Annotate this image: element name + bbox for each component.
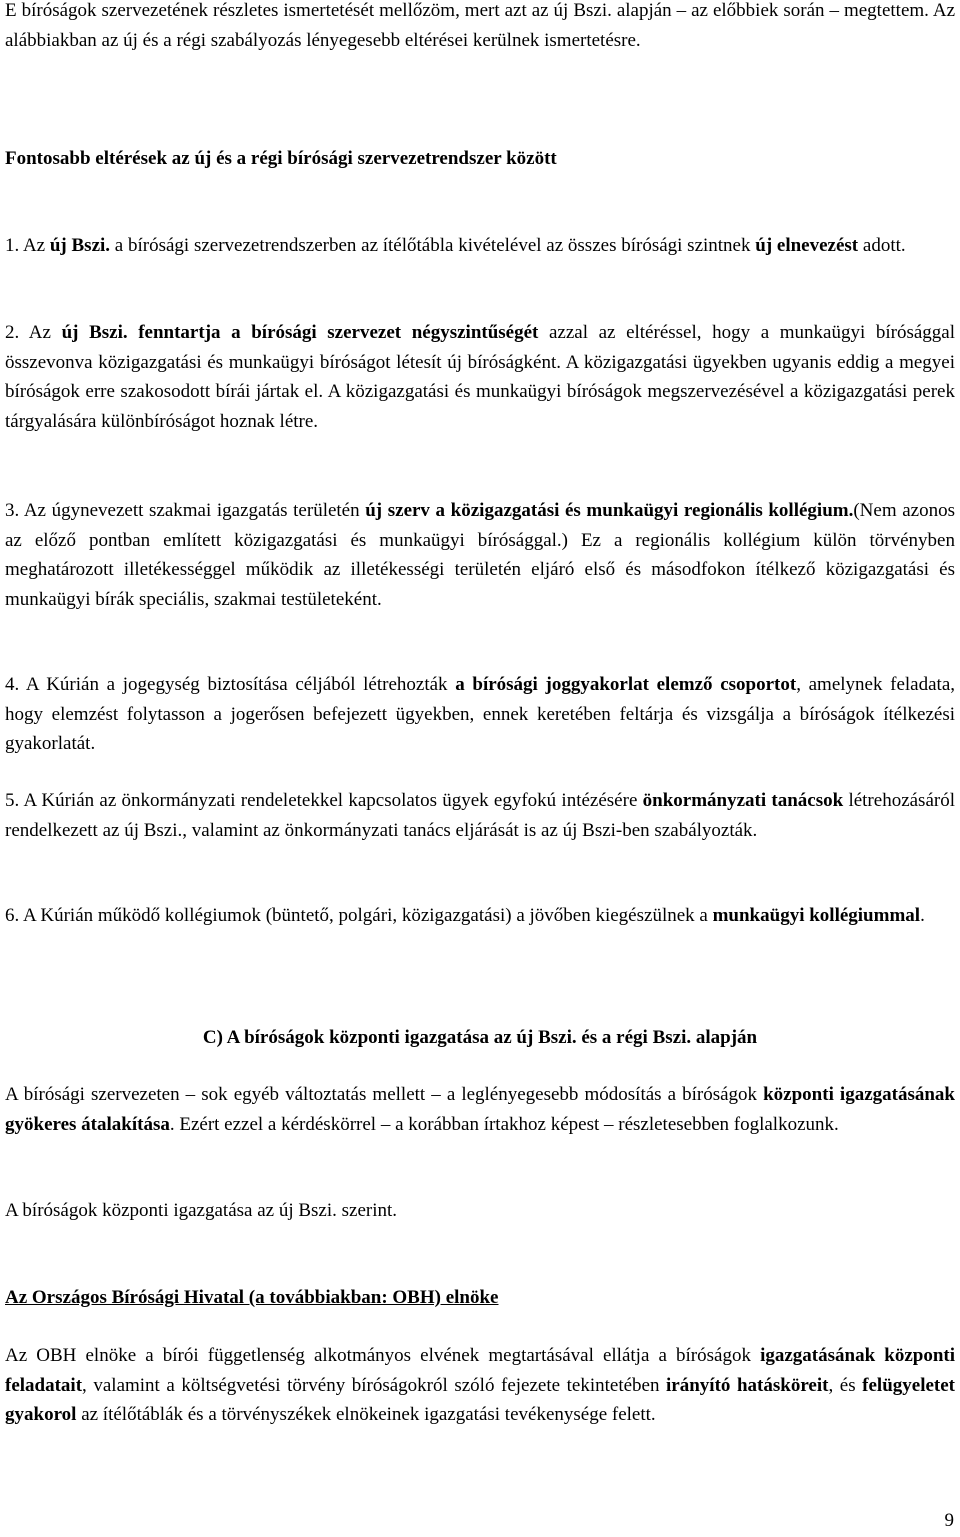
item-2-bold-a: új Bszi. fenntartja a bírósági szervezet négyszintűségét <box>61 322 539 343</box>
item-1-text-b: a bírósági szervezetrendszerben az ítélőtábla kivételével az összes bírósági szintnek <box>110 235 756 256</box>
obh-text-a: Az OBH elnöke a bírói függetlenség alkotmányos elvének megtartásával ellátja a bíróságok <box>5 1345 761 1366</box>
section-c-paragraph-1 <box>5 1080 955 1139</box>
intro-paragraph: E bíróságok szervezetének részletes ismertetését mellőzöm, mert azt az új Bszi. alapján – az előbbiek során – megtettem. Az alábbiakban az új és a régi szabályozás lényegesebb eltérései kerülnek ismertetésre. <box>5 0 955 51</box>
c1-text-b: . Ezért ezzel a kérdéskörrel – a korábban írtakhoz képest – részletesebben foglalkozunk. <box>169 1113 839 1135</box>
item-4-text-a: 4. A Kúrián a jogegység biztosítása céljából létrehozták <box>5 674 456 695</box>
section-c-paragraph-2: A bíróságok központi igazgatása az új Bszi. szerint. <box>5 1200 398 1221</box>
page-number: 9 <box>944 1510 954 1531</box>
obh-bold-b: irányító hatásköreit <box>666 1374 829 1396</box>
item-2-paragraph <box>5 318 955 436</box>
item-1-bold-a: új Bszi. <box>49 235 111 256</box>
section-c-heading: C) A bíróságok központi igazgatása az új Bszi. és a régi Bszi. alapján <box>202 1027 758 1048</box>
obh-bold-a: igazgatásának központi feladatait <box>5 1345 955 1396</box>
item-4-bold-a: a bírósági joggyakorlat elemző csoportot <box>455 674 797 695</box>
item-6-paragraph <box>5 901 955 931</box>
c1-text-a: A bírósági szervezeten – sok egyéb változtatás mellett – a leglényegesebb módosítás a bíróságok <box>5 1084 764 1105</box>
item-2-text-b: azzal az eltéréssel, hogy a munkaügyi bírósággal összevonva közigazgatási és munkaügyi bíróságot létesít új bíróságként. A közigazgatási ügyekben ugyanis eddig a megyei bíróságok erre szakosodott bírái jártak el. A közigazgatási és munkaügyi bíróságok megszervezésével a közigazgatási perek tárgyalására különbíróságot hoznak létre. <box>5 322 955 432</box>
item-1-text-a: 1. Az <box>5 235 50 256</box>
item-3-bold-a: új szerv a közigazgatási és munkaügyi regionális kollégium. <box>365 500 854 521</box>
item-3-text-b: (Nem azonos az előző pontban említett közigazgatási és munkaügyi bírósággal.) Ez a regionális kollégium külön törvényben meghatározott illetékességgel működik az illetékességi területén eljáró első és másodfokon ítélkező közigazgatási és munkaügyi bírák speciális, szakmai testületeként. <box>5 500 955 610</box>
section-b-heading: Fontosabb eltérések az új és a régi bírósági szervezetrendszer között <box>5 148 557 169</box>
item-3-text-a: 3. Az úgynevezett szakmai igazgatás területén <box>5 500 366 521</box>
item-5-text-a: 5. A Kúrián az önkormányzati rendeletekkel kapcsolatos ügyek egyfokú intézésére <box>5 790 643 811</box>
item-6-bold-a: munkaügyi kollégiummal <box>712 905 921 926</box>
item-5-text-b: létrehozásáról rendelkezett az új Bszi., valamint az önkormányzati tanács eljárását is az új Bszi-ben szabályozták. <box>5 790 955 841</box>
obh-heading: Az Országos Bírósági Hivatal (a továbbiakban: OBH) elnöke <box>5 1287 499 1308</box>
item-6-text-a: 6. A Kúrián működő kollégiumok (büntető, polgári, közigazgatási) a jövőben kiegészülnek a <box>5 905 713 926</box>
item-5-paragraph <box>5 786 955 845</box>
item-3-paragraph <box>5 496 955 614</box>
obh-text-b: , valamint a költségvetési törvény bíróságokról szóló fejezete tekintetében <box>82 1374 667 1396</box>
item-1-text-c: adott. <box>858 235 906 256</box>
item-1-bold-b: új elnevezést <box>755 235 859 256</box>
obh-bold-c: felügyeletet gyakorol <box>5 1374 956 1425</box>
c1-bold-a: központi igazgatásának gyökeres átalakítása <box>5 1084 955 1135</box>
item-4-text-b: , amelynek feladata, hogy elemzést folytasson a jogerősen befejezett ügyekben, ennek keretében feltárja és vizsgálja a bíróságok ítélkezési gyakorlatát. <box>5 674 956 754</box>
item-4-paragraph <box>5 670 955 759</box>
item-5-bold-a: önkormányzati tanácsok <box>642 790 844 811</box>
obh-paragraph <box>5 1341 955 1430</box>
item-1-paragraph <box>5 231 955 261</box>
item-6-text-b: . <box>920 905 925 926</box>
obh-text-c: , és <box>828 1374 863 1396</box>
item-2-text-a: 2. Az <box>5 322 62 343</box>
obh-text-d: az ítélőtáblák és a törvényszékek elnökeinek igazgatási tevékenysége felett. <box>76 1404 656 1425</box>
